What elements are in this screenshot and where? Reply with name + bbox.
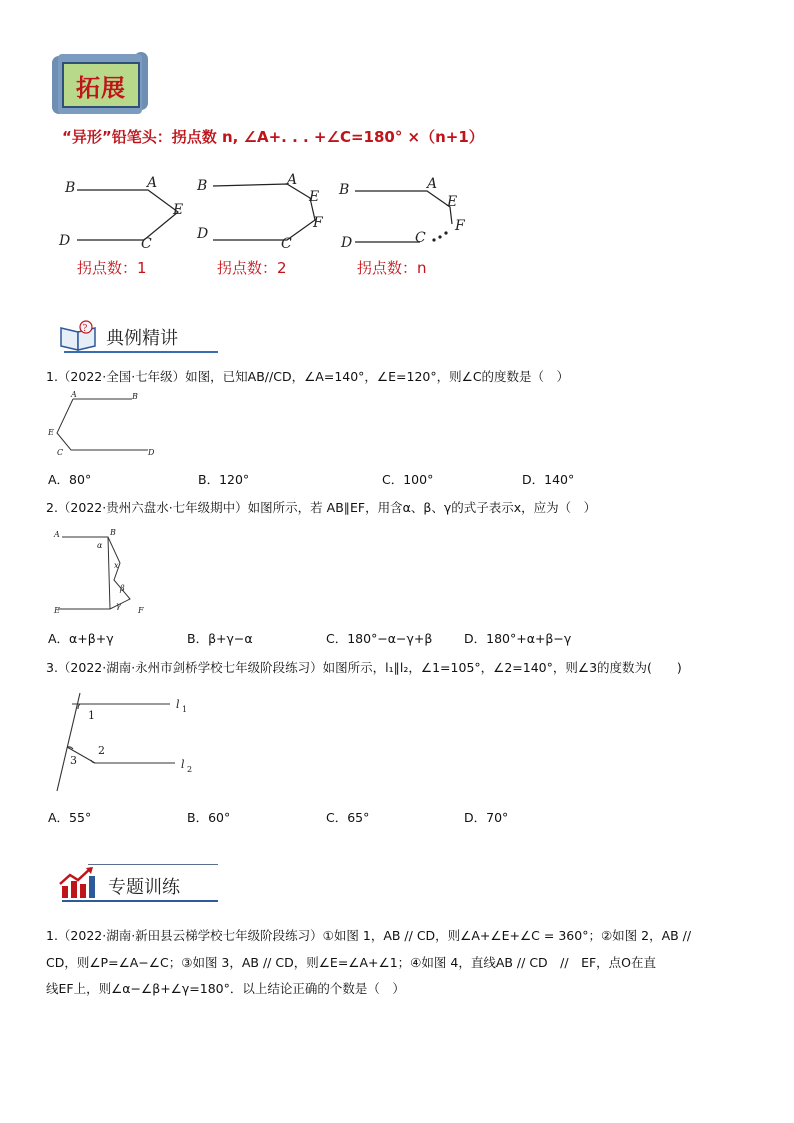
trend-chart-icon xyxy=(58,866,96,900)
svg-text:B: B xyxy=(132,392,138,401)
svg-text:F: F xyxy=(138,606,144,615)
practice-q1-line1: 1.（2022·湖南·新田县云梯学校七年级阶段练习）①如图 1，AB // CD，则∠A+∠E+∠C = 360°；②如图 2，AB // xyxy=(46,928,692,943)
svg-text:?: ? xyxy=(82,324,88,334)
fig2-label-C: C xyxy=(281,236,292,252)
fig2-label-B: B xyxy=(197,178,208,194)
example-q1-stem: 1.（2022·全国·七年级）如图，已知AB//CD，∠A=140°，∠E=120°，则∠C的度数是（ ） xyxy=(46,369,570,384)
fig1-shape xyxy=(77,190,178,240)
example-q3-figure xyxy=(50,688,210,798)
fig3-label-D: D xyxy=(341,235,353,251)
diagram-label-1: 拐点数：1 xyxy=(77,259,147,277)
svg-text:A: A xyxy=(71,390,77,399)
svg-text:l: l xyxy=(181,758,185,771)
svg-text:B: B xyxy=(110,528,116,537)
fig2-label-D: D xyxy=(197,226,209,242)
practice-underline xyxy=(62,900,218,902)
fig1-label-D: D xyxy=(59,233,71,249)
practice-q1-line3: 线EF上，则∠α−∠β+∠γ=180°．以上结论正确的个数是（ ） xyxy=(46,981,405,996)
example-q2-option-a[interactable]: A．α+β+γ xyxy=(48,631,114,646)
pencil-tip-diagrams xyxy=(55,170,485,255)
book-icon xyxy=(58,318,100,352)
svg-text:2: 2 xyxy=(98,744,105,757)
svg-text:α: α xyxy=(97,541,103,550)
fig3-label-C: C xyxy=(415,230,426,246)
svg-text:l: l xyxy=(176,698,180,711)
fig1-label-A: A xyxy=(147,175,158,191)
example-q3-option-c[interactable]: C．65° xyxy=(326,810,370,825)
examples-heading: 典例精讲 xyxy=(106,328,178,349)
diagram-label-2: 拐点数：2 xyxy=(217,259,287,277)
example-q2-stem: 2.（2022·贵州六盘水·七年级期中）如图所示，若 AB∥EF，用含α、β、γ的式子表示x，应为（ ） xyxy=(46,500,597,515)
fig2-shape xyxy=(213,184,315,240)
example-q3-stem: 3.（2022·湖南·永州市剑桥学校七年级阶段练习）如图所示，l₁∥l₂，∠1=105°，∠2=140°，则∠3的度数为( ) xyxy=(46,660,682,675)
svg-text:D: D xyxy=(148,448,155,457)
fig3-label-A: A xyxy=(427,176,438,192)
example-q2-option-b[interactable]: B．β+γ−α xyxy=(187,631,253,646)
example-q1-figure xyxy=(44,388,174,458)
svg-text:γ: γ xyxy=(116,601,121,610)
examples-section-header xyxy=(58,318,218,354)
fig3-top xyxy=(355,191,452,224)
fig2-label-E: E xyxy=(309,189,320,205)
example-q1-option-c[interactable]: C．100° xyxy=(382,472,434,487)
example-q3-option-b[interactable]: B．60° xyxy=(187,810,231,825)
example-q1-option-b[interactable]: B．120° xyxy=(198,472,250,487)
svg-text:A: A xyxy=(54,530,60,539)
example-q3-option-d[interactable]: D．70° xyxy=(464,810,509,825)
svg-text:3: 3 xyxy=(70,754,77,767)
svg-text:E: E xyxy=(48,428,54,437)
examples-underline xyxy=(64,351,218,353)
example-q1-option-d[interactable]: D．140° xyxy=(522,472,575,487)
svg-text:β: β xyxy=(120,584,125,593)
extension-banner xyxy=(52,52,148,114)
practice-q1-line2: CD，则∠P=∠A−∠C；③如图 3，AB // CD，则∠E=∠A+∠1；④如图 4，直线AB // CD // EF，点O在直 xyxy=(46,955,657,970)
fig1-label-B: B xyxy=(65,180,76,196)
practice-heading: 专题训练 xyxy=(108,877,180,898)
fig1-label-E: E xyxy=(173,202,184,218)
svg-text:1: 1 xyxy=(182,705,188,714)
practice-section-header xyxy=(58,866,218,902)
fig3-label-F: F xyxy=(455,218,465,234)
svg-text:x: x xyxy=(114,561,119,570)
svg-text:2: 2 xyxy=(187,765,193,774)
fig1-label-C: C xyxy=(141,236,152,252)
fig2-label-A: A xyxy=(287,172,298,188)
example-q2-option-d[interactable]: D．180°+α+β−γ xyxy=(464,631,572,646)
fig2-label-F: F xyxy=(313,215,323,231)
example-q2-option-c[interactable]: C．180°−α−γ+β xyxy=(326,631,433,646)
example-q2-figure xyxy=(50,525,160,617)
diagram-label-n: 拐点数：n xyxy=(357,259,427,277)
example-q3-option-a[interactable]: A．55° xyxy=(48,810,92,825)
fig3-label-B: B xyxy=(339,182,350,198)
extension-topic: “异形”铅笔头：拐点数 n, ∠A+. . . +∠C=180° ×（n+1） xyxy=(62,128,484,146)
banner-title: 拓展 xyxy=(76,72,126,102)
fig3-label-E: E xyxy=(447,194,458,210)
banner-frame xyxy=(62,62,140,108)
svg-text:C: C xyxy=(57,448,64,457)
example-q1-option-a[interactable]: A．80° xyxy=(48,472,92,487)
svg-text:E: E xyxy=(54,606,60,615)
svg-text:1: 1 xyxy=(88,709,95,722)
